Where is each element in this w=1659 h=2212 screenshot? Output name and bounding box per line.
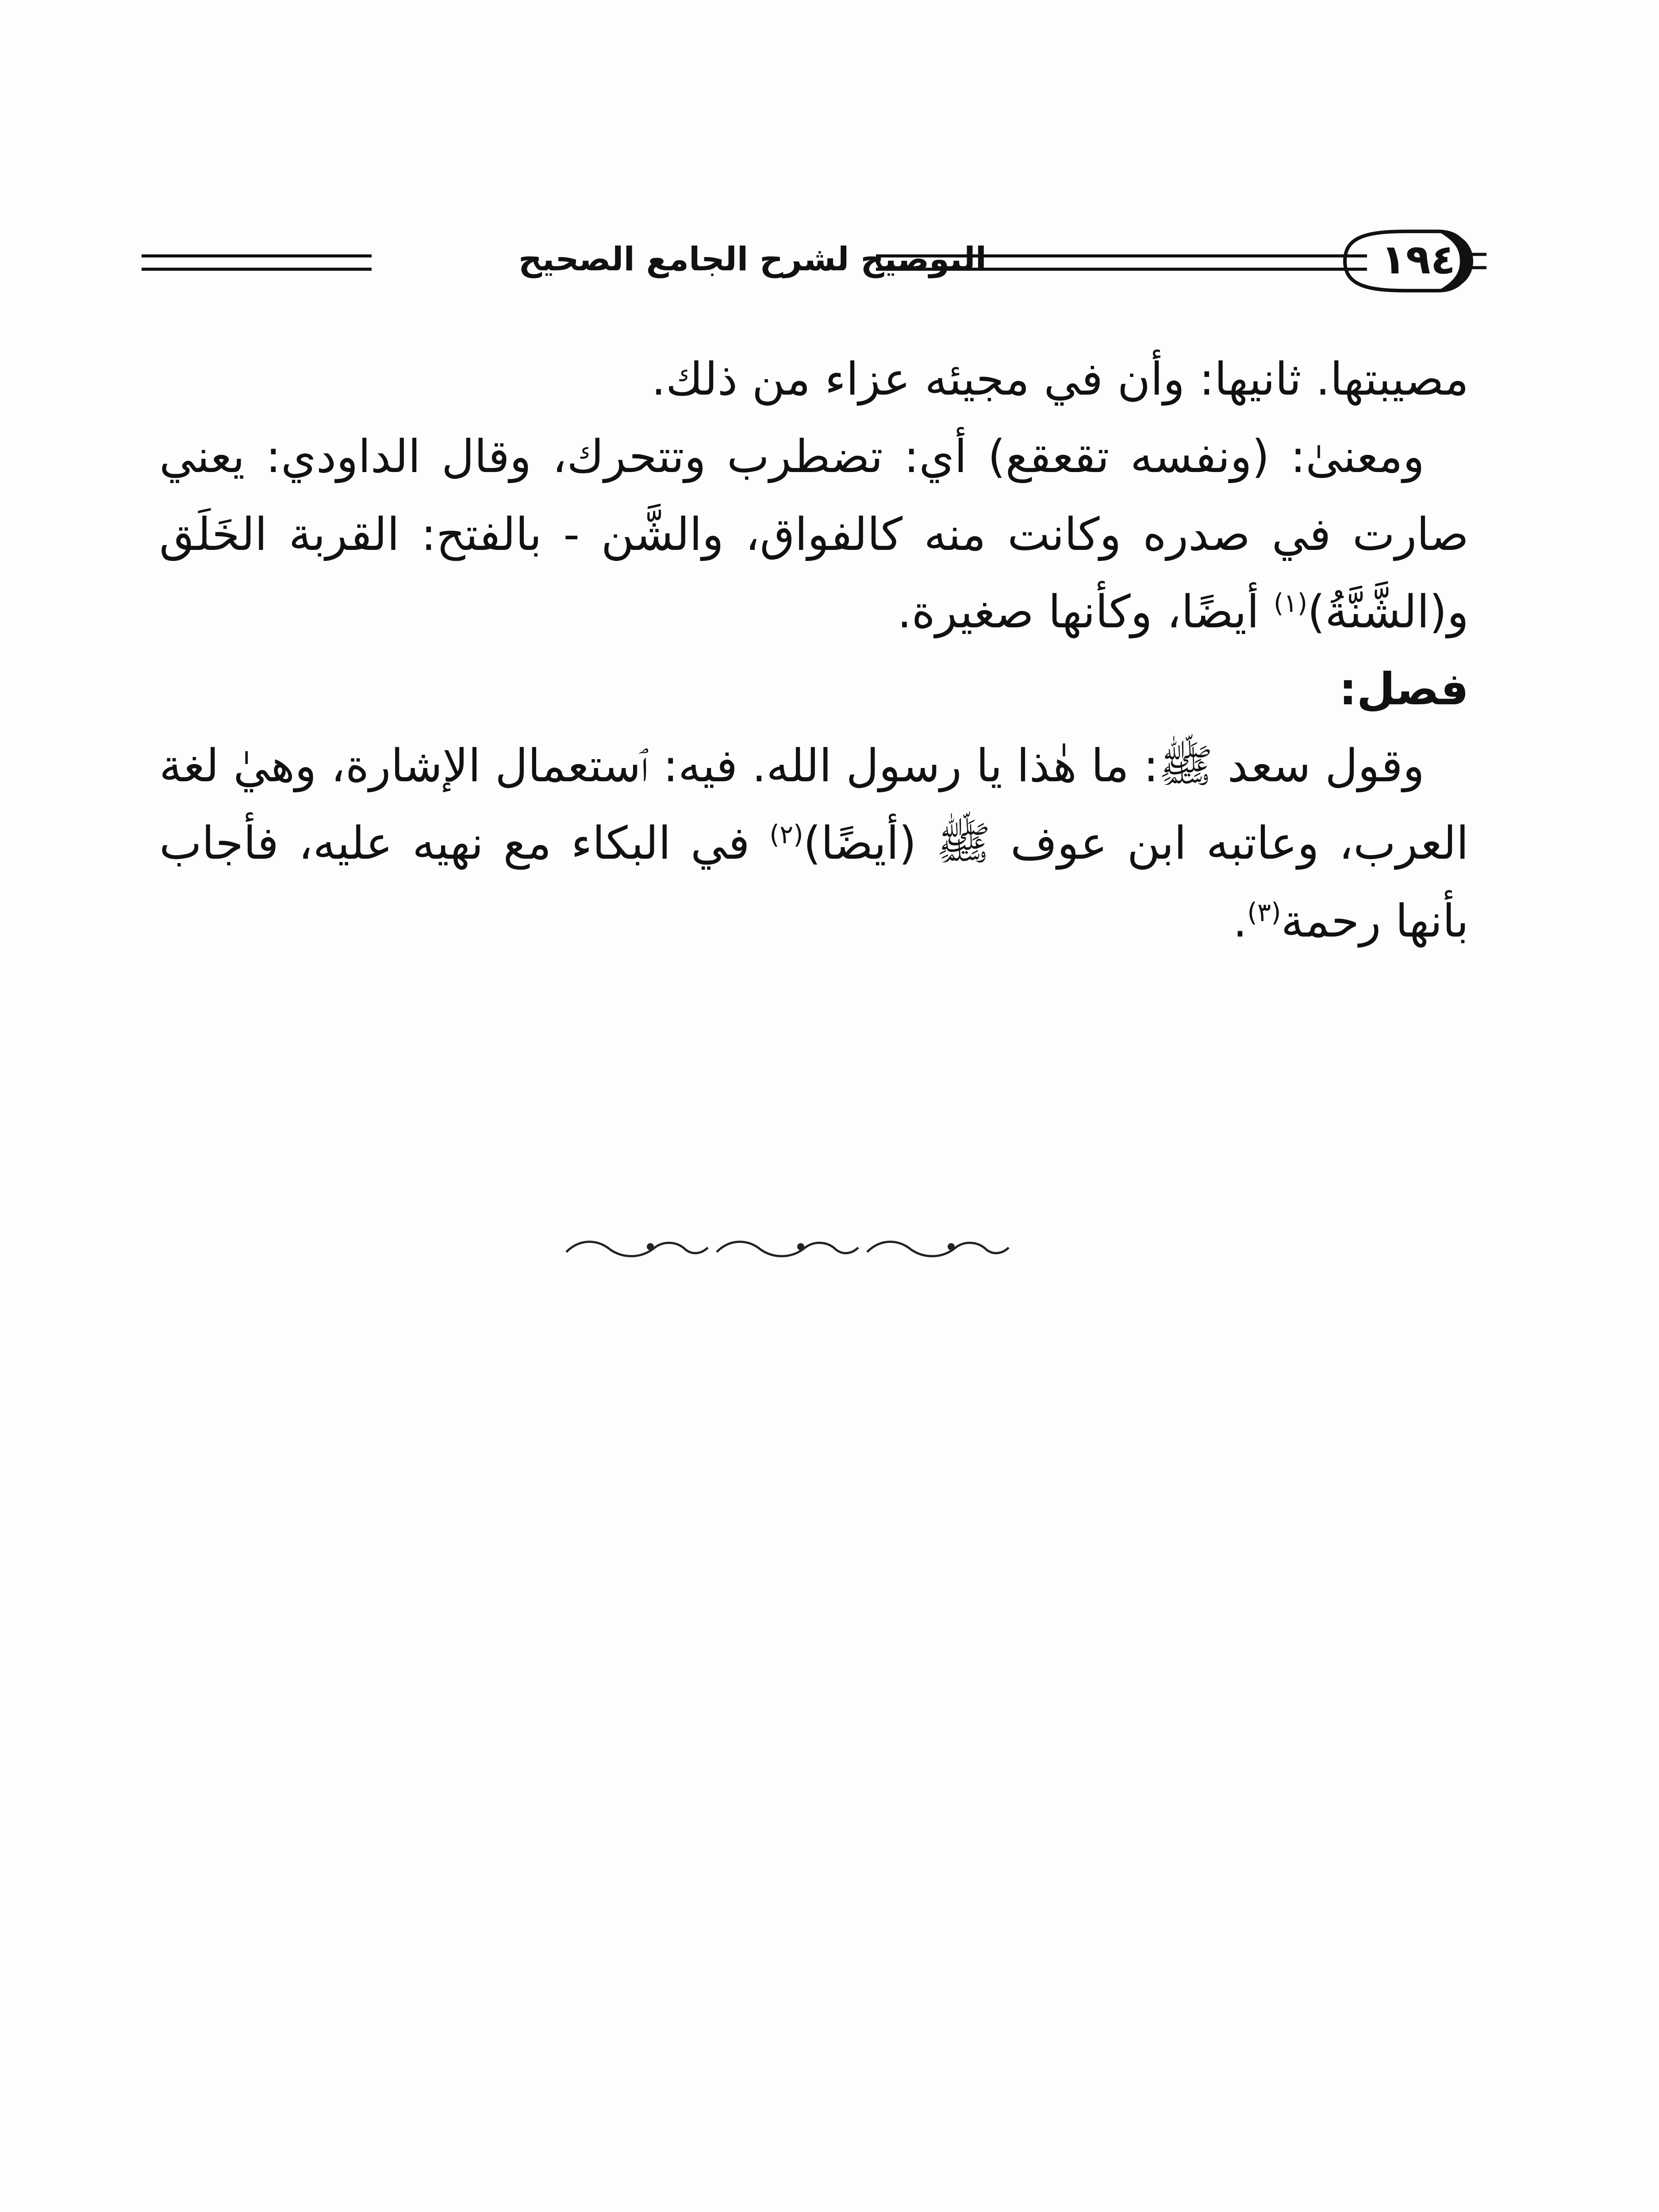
paragraph-3 [159, 727, 1469, 960]
paragraph-3-text-a: وقول سعد ﷺ: ما هٰذا يا رسول الله. فيه: ٱستعمال الإشارة، وهيٰ لغة العرب، وعاتبه ابن عوف ﷺ (أيضًا) [159, 739, 1469, 870]
section-heading: فصل: [1339, 663, 1469, 715]
header-rule-left-top [142, 254, 372, 257]
running-title: التوضيح لشرح الجامع الصحيح [518, 240, 987, 278]
footnote-ref-1[interactable]: (١) [1273, 588, 1308, 618]
decorative-ornament-icon [562, 1234, 1013, 1261]
paragraph-2-end: أيضًا، وكأنها صغيرة. [897, 586, 1274, 639]
paragraph-2-text: ومعنىٰ: (ونفسه تقعقع) أي: تضطرب وتتحرك، وقال الداودي: يعني صارت في صدره وكانت منه كالفواق، والشَّن - بالفتح: القربة الخَلَق و(الشَّنَّةُ) [159, 430, 1469, 639]
page-number: ١٩٤ [1381, 236, 1455, 283]
paragraph-1: مصيبتها. ثانيها: وأن في مجيئه عزاء من ذلك. [651, 353, 1469, 406]
page-header [124, 223, 1486, 303]
paragraph-2 [159, 418, 1469, 651]
page-number-badge [1327, 223, 1486, 299]
main-text [159, 341, 1469, 960]
header-rule-mid-bottom [876, 268, 1367, 271]
footnote-ref-3[interactable]: (٣) [1247, 897, 1281, 927]
paragraph-3-text-b: في البكاء مع نهيه عليه، فأجاب بأنها رحمة [159, 817, 1469, 948]
header-rule-left-bottom [142, 268, 372, 271]
header-rule-mid-top [876, 254, 1367, 257]
footnote-ref-2[interactable]: (٢) [769, 819, 803, 850]
paragraph-3-text-c: . [1233, 895, 1248, 948]
